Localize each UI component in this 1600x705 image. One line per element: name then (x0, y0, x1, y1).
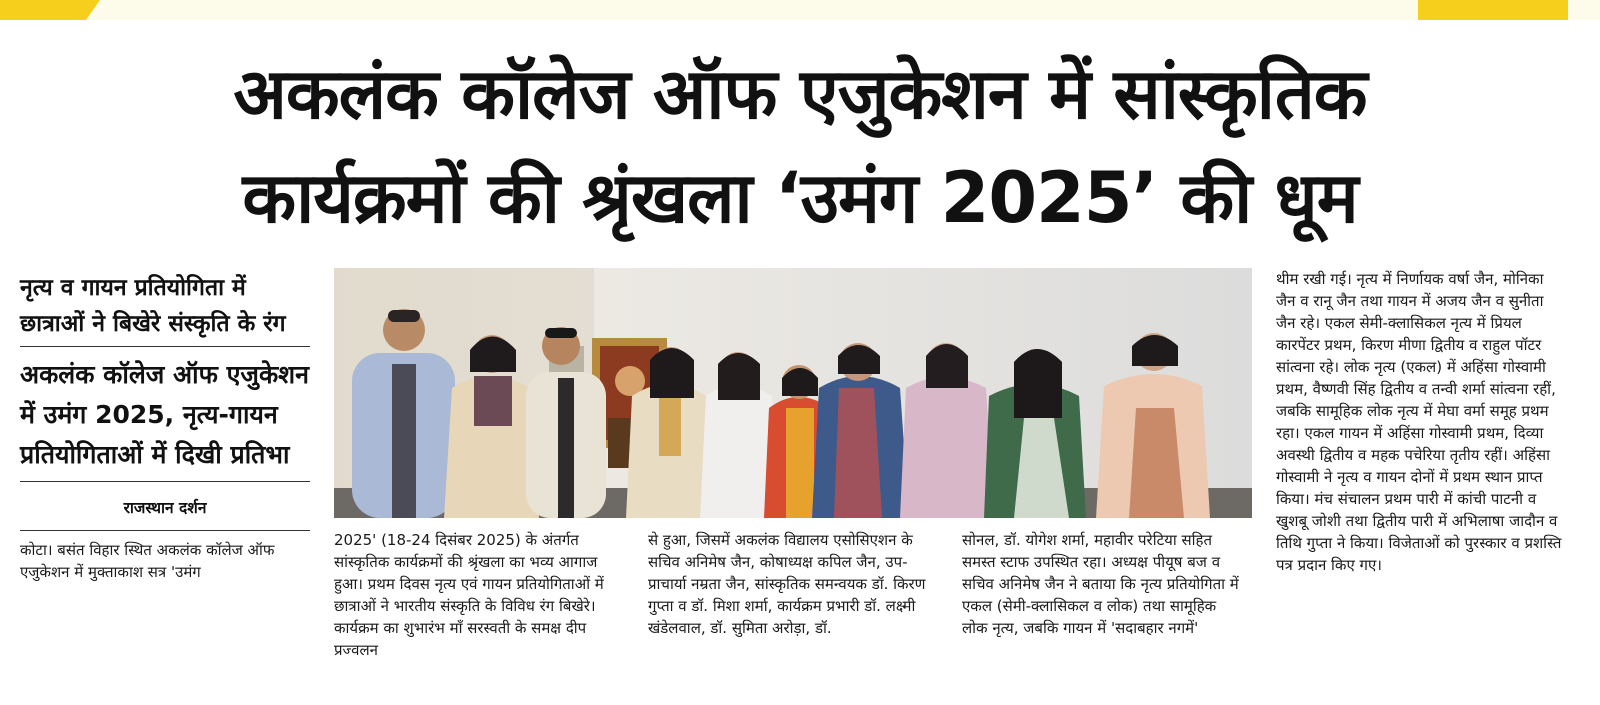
headline (0, 42, 1600, 250)
headline-line-2: कार्यक्रमों की श्रृंखला ‘उमंग 2025’ की धूम (242, 157, 1358, 239)
divider (20, 530, 310, 531)
divider (20, 346, 310, 347)
subheadline-1: नृत्य व गायन प्रतियोगिता में छात्राओं ने बिखेरे संस्कृति के रंग (20, 275, 286, 337)
yellow-accent-left (0, 0, 100, 20)
yellow-accent-right (1418, 0, 1568, 20)
article-column-3: सोनल, डॉ. योगेश शर्मा, महावीर परेटिया सहित समस्त स्टाफ उपस्थित रहा। अध्यक्ष पीयूष बज व सचिव अनिमेष जैन ने बताया कि नृत्य प्रतियोगिता में एकल (सेमी-क्लासिकल व लोक) तथा सामूहिक लोक नृत्य, जबकि गायन में 'सदाबहार नगमें' (962, 531, 1239, 637)
divider (20, 481, 310, 482)
top-color-band (0, 0, 1600, 20)
article-column-1: 2025' (18-24 दिसंबर 2025) के अंतर्गत सांस्कृतिक कार्यक्रमों की श्रृंखला का भव्य आगाज हुआ। प्रथम दिवस नृत्य एवं गायन प्रतियोगिताओं में छात्राओं ने भारतीय संस्कृति के विविध रंग बिखेरे। कार्यक्रम का शुभारंभ माँ सरस्वती के समक्ष दीप प्रज्वलन (334, 531, 604, 659)
article-body-intro: कोटा। बसंत विहार स्थित अकलंक कॉलेज ऑफ एजुकेशन में मुक्ताकाश सत्र 'उमंग (20, 541, 275, 581)
headline-line-1: अकलंक कॉलेज ऑफ एजुकेशन में सांस्कृतिक (233, 53, 1367, 135)
subheadline-2: अकलंक कॉलेज ऑफ एजुकेशन में उमंग 2025, नृत्य-गायन प्रतियोगिताओं में दिखी प्रतिभा (20, 360, 310, 469)
byline: राजस्थान दर्शन (123, 499, 207, 517)
article-column-2: से हुआ, जिसमें अकलंक विद्यालय एसोसिएशन के सचिव अनिमेष जैन, कोषाध्यक्ष कपिल जैन, उप-प्राचार्या नम्रता जैन, सांस्कृतिक समन्वयक डॉ. किरण गुप्ता व डॉ. मिशा शर्मा, कार्यक्रम प्रभारी डॉ. लक्ष्मी खंडेलवाल, डॉ. सुमिता अरोड़ा, डॉ. (648, 531, 926, 637)
article-column-4: थीम रखी गई। नृत्य में निर्णायक वर्षा जैन, मोनिका जैन व रानू जैन तथा गायन में अजय जैन व सुनीता जैन रहे। एकल सेमी-क्लासिकल नृत्य में प्रियल कारपेंटर प्रथम, किरण मीणा द्वितीय व राहुल पॉटर सांत्वना रहे। लोक नृत्य (एकल) में अहिंसा गोस्वामी प्रथम, वैष्णवी सिंह द्वितीय व तन्वी शर्मा सांत्वना रहीं, जबकि सामूहिक लोक नृत्य में मेघा वर्मा समूह प्रथम रहा। एकल गायन में अहिंसा गोस्वामी प्रथम, दिव्या अवस्थी द्वितीय व महक पचेरिया तृतीय रहीं। अहिंसा गोस्वामी ने नृत्य व गायन दोनों में प्रथम स्थान प्राप्त किया। मंच संचालन प्रथम पारी में कांची पाटनी व खुशबू जोशी तथा द्वितीय पारी में अभिलाषा जादौन व तिथि गुप्ता ने किया। विजेताओं को पुरस्कार व प्रशस्ति पत्र प्रदान किए गए। (1276, 270, 1562, 574)
sidebar-column (20, 270, 310, 583)
group-photo (334, 268, 1252, 518)
